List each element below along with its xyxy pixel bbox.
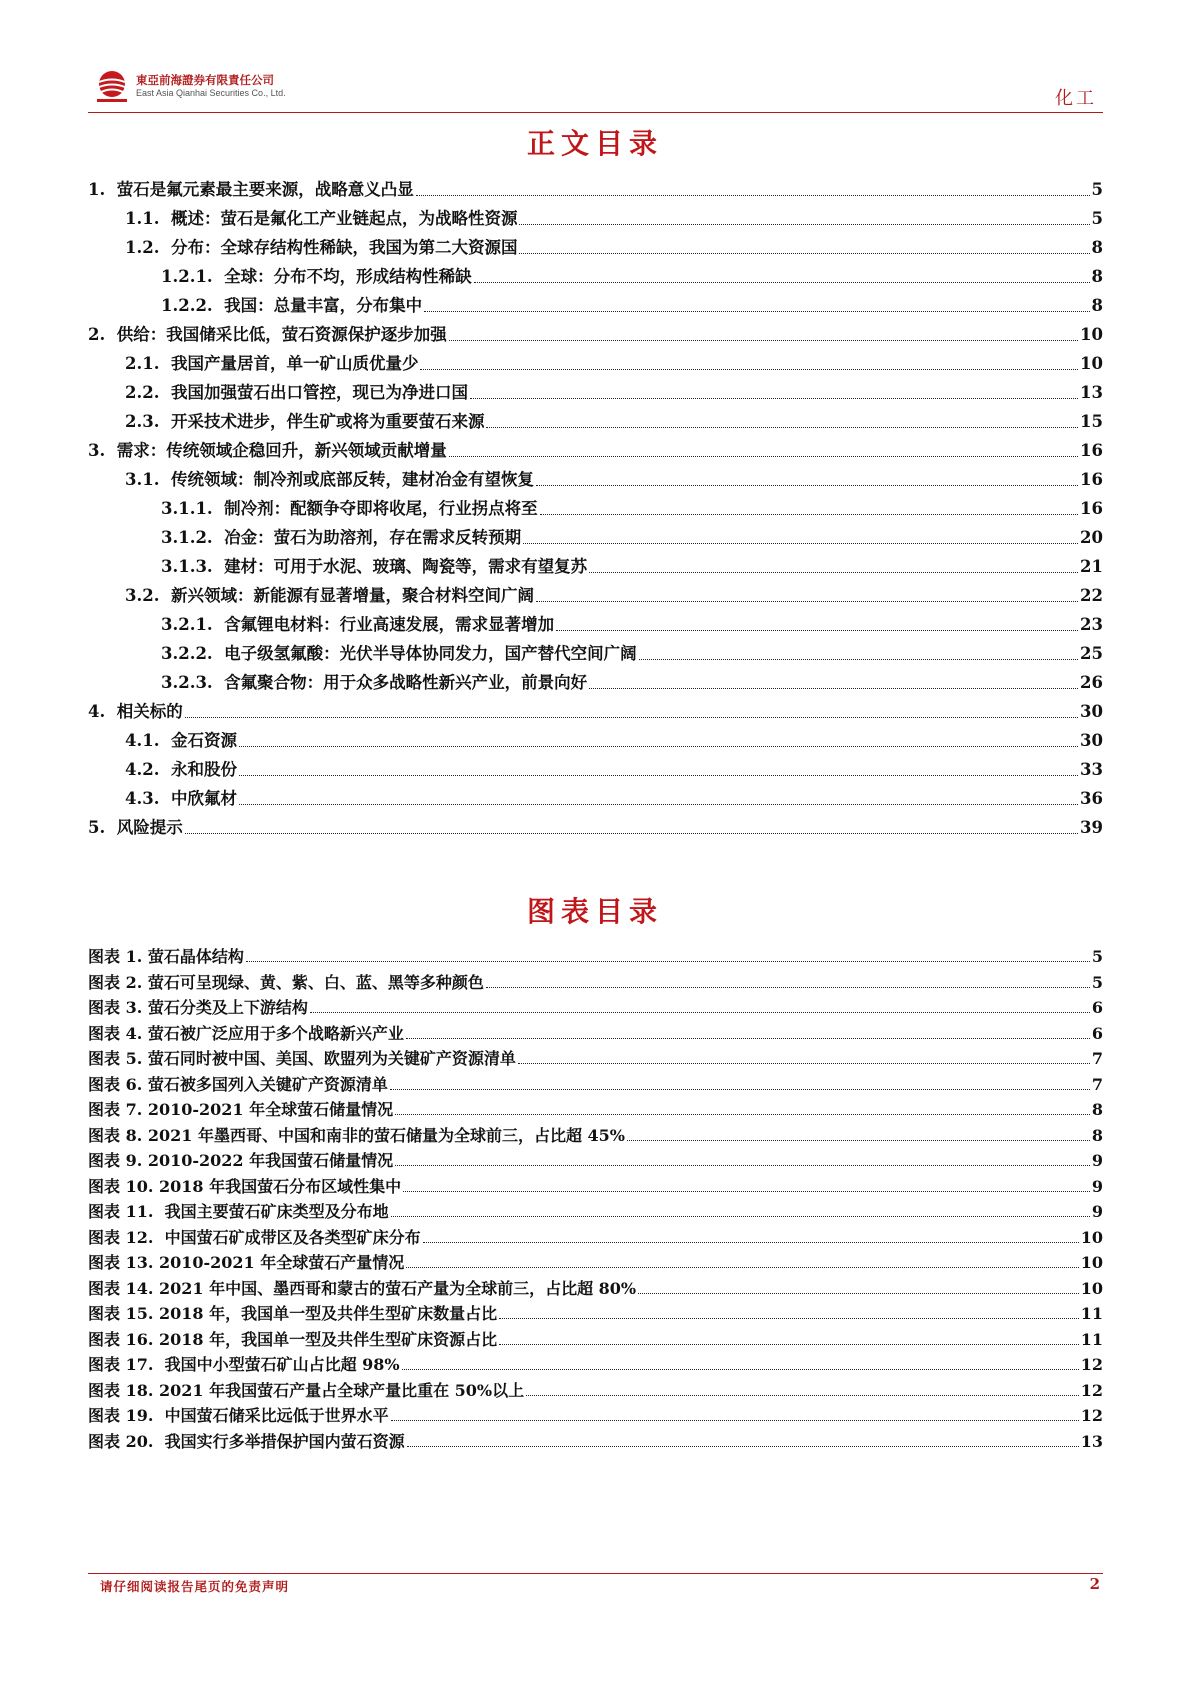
figure-entry[interactable] <box>88 1125 1103 1147</box>
figure-entry[interactable] <box>88 1252 1103 1274</box>
toc-entry-title: 冶金：萤石为助溶剂，存在需求反转预期 <box>224 528 522 547</box>
figure-entry-title: 萤石被多国列入关键矿产资源清单 <box>147 1074 388 1094</box>
dot-leader <box>519 224 1089 225</box>
figure-entry-label: 图表 20. <box>88 1431 165 1451</box>
figure-entry-label: 图表 11. <box>88 1202 165 1221</box>
disclaimer-note: 请仔细阅读报告尾页的免责声明 <box>100 1579 290 1594</box>
toc-entry-title: 需求：传统领域企稳回升，新兴领域贡献增量 <box>116 441 447 460</box>
company-name <box>136 73 286 99</box>
toc-entry[interactable] <box>88 816 1103 840</box>
toc-entry[interactable] <box>88 323 1103 347</box>
figure-entry-label: 图表 7. <box>88 1100 148 1119</box>
figure-entry-title: 2018 年，我国单一型及共伴生型矿床资源占比 <box>158 1329 498 1349</box>
figure-entry[interactable] <box>88 1303 1103 1325</box>
figure-entry-label: 图表 18. <box>88 1380 159 1400</box>
figure-entry-page: 9 <box>1091 1176 1103 1196</box>
toc-entry-page: 39 <box>1080 818 1103 837</box>
toc-entry-page: 33 <box>1080 760 1103 779</box>
toc-entry-page: 10 <box>1080 325 1103 344</box>
figure-entry-label: 图表 14. <box>88 1278 159 1298</box>
toc-entry[interactable] <box>88 178 1103 202</box>
toc-entry[interactable] <box>125 584 1103 608</box>
figure-entry[interactable] <box>88 1150 1103 1172</box>
figure-entry-label: 图表 4. <box>88 1023 148 1043</box>
toc-entry-page: 16 <box>1080 499 1103 518</box>
figure-entry-title: 2021 年中国、墨西哥和蒙古的萤石产量为全球前三，占比超 80% <box>158 1278 637 1298</box>
figure-entry-title: 萤石分类及上下游结构 <box>147 998 308 1017</box>
figure-entry-label: 图表 16. <box>88 1329 159 1349</box>
figure-entry[interactable] <box>88 1278 1103 1300</box>
dot-leader <box>556 630 1078 631</box>
dot-leader <box>449 340 1078 341</box>
toc-entry-title: 制冷剂：配额争夺即将收尾，行业拐点将至 <box>224 499 538 518</box>
figure-entry[interactable] <box>88 1329 1103 1351</box>
toc-entry-title: 金石资源 <box>170 731 237 750</box>
figure-entry-title: 我国中小型萤石矿山占比超 98% <box>164 1355 400 1374</box>
dot-leader <box>589 688 1078 689</box>
figure-entry[interactable] <box>88 1431 1103 1453</box>
figure-entry-page: 9 <box>1091 1202 1103 1221</box>
dot-leader <box>239 775 1078 776</box>
toc-entry-title: 中欣氟材 <box>170 789 237 808</box>
figure-entry-label: 图表 19. <box>88 1406 165 1425</box>
dot-leader <box>589 572 1078 573</box>
dot-leader <box>486 987 1090 988</box>
figure-entry-title: 2010-2021 年全球萤石产量情况 <box>158 1253 405 1272</box>
dot-leader <box>639 659 1078 660</box>
toc-entry-number: 3.2.3. <box>161 673 225 692</box>
figure-entry-page: 7 <box>1091 1049 1103 1068</box>
figure-entry-page: 6 <box>1091 998 1103 1017</box>
figure-entry-title: 萤石晶体结构 <box>147 947 244 966</box>
toc-entry-title: 风险提示 <box>116 818 183 837</box>
figure-entry[interactable] <box>88 1405 1103 1427</box>
toc-entry-page: 22 <box>1080 586 1103 605</box>
dot-leader <box>523 543 1078 544</box>
dot-leader <box>391 1216 1090 1217</box>
figure-entry-title: 2018 年我国萤石分布区域性集中 <box>158 1176 402 1196</box>
figure-entry-page: 11 <box>1080 1304 1103 1323</box>
toc-entry-title: 传统领域：制冷剂或底部反转，建材冶金有望恢复 <box>170 470 534 489</box>
toc-entry-page: 10 <box>1080 354 1103 373</box>
toc-entry[interactable] <box>161 613 1103 637</box>
toc-entry-title: 萤石是氟元素最主要来源，战略意义凸显 <box>116 180 414 199</box>
figure-entry-label: 图表 17. <box>88 1355 165 1374</box>
figure-entry-title: 2021 年我国萤石产量占全球产量比重在 50%以上 <box>158 1380 525 1400</box>
toc-entry-title: 我国加强萤石出口管控，现已为净进口国 <box>170 383 468 402</box>
toc-entry-page: 8 <box>1091 296 1103 315</box>
toc-entry[interactable] <box>161 642 1103 666</box>
toc-entry-number: 1. <box>88 180 117 199</box>
toc-entry[interactable] <box>161 671 1103 695</box>
figure-entry[interactable] <box>88 1048 1103 1070</box>
toc-entry[interactable] <box>125 729 1103 753</box>
toc-entry-page: 26 <box>1080 673 1103 692</box>
dot-leader <box>406 1038 1090 1039</box>
toc-entry-number: 3.1.1. <box>161 499 225 518</box>
toc-entry-title: 相关标的 <box>116 702 183 721</box>
toc-entry-page: 15 <box>1080 412 1103 431</box>
toc-entry-page: 8 <box>1091 238 1103 257</box>
page-number: 2 <box>1089 1575 1100 1593</box>
toc-entry-number: 3.2. <box>125 586 171 605</box>
dot-leader <box>246 961 1090 962</box>
dot-leader <box>449 456 1078 457</box>
toc-entry-number: 2. <box>88 325 117 344</box>
toc-entry-page: 16 <box>1080 470 1103 489</box>
figure-entry-page: 12 <box>1080 1380 1103 1400</box>
toc-entry-number: 3.1.3. <box>161 557 225 576</box>
dot-leader <box>474 282 1090 283</box>
dot-leader <box>420 369 1078 370</box>
dot-leader <box>518 1063 1090 1064</box>
dot-leader <box>536 601 1078 602</box>
figure-entry[interactable] <box>88 1227 1103 1249</box>
figure-entry[interactable] <box>88 997 1103 1019</box>
footer-divider <box>88 1573 1103 1574</box>
toc-entry-number: 3. <box>88 441 117 460</box>
toc-entry-number: 4.2. <box>125 760 171 779</box>
figure-entry-label: 图表 5. <box>88 1049 148 1068</box>
toc-title: 正文目录 <box>526 127 663 160</box>
figure-entry[interactable] <box>88 1099 1103 1121</box>
toc-entry-title: 全球：分布不均，形成结构性稀缺 <box>224 267 472 286</box>
figure-entry-title: 萤石可呈现绿、黄、紫、白、蓝、黑等多种颜色 <box>147 972 484 992</box>
figure-entry-page: 12 <box>1080 1406 1103 1425</box>
toc-entry-number: 1.2.2. <box>161 296 225 315</box>
figure-list-title: 图表目录 <box>526 895 663 928</box>
dot-leader <box>536 485 1078 486</box>
page-header <box>88 62 1103 112</box>
figure-entry-page: 10 <box>1080 1278 1103 1298</box>
dot-leader <box>470 398 1078 399</box>
figure-entry-page: 9 <box>1091 1151 1103 1170</box>
figure-entry-label: 图表 6. <box>88 1074 148 1094</box>
toc-entry-page: 36 <box>1080 789 1103 808</box>
dot-leader <box>627 1140 1090 1141</box>
toc-entry-title: 永和股份 <box>170 760 237 779</box>
figure-entry-page: 7 <box>1091 1074 1103 1094</box>
toc-entry-number: 1.1. <box>125 209 171 228</box>
toc-entry[interactable] <box>125 468 1103 492</box>
toc-entry-number: 3.2.1. <box>161 615 225 634</box>
figure-entry[interactable] <box>88 1074 1103 1096</box>
company-name-cn: 東亞前海證券有限責任公司 <box>136 73 274 87</box>
toc-entry-title: 开采技术进步，伴生矿或将为重要萤石来源 <box>170 412 485 431</box>
toc-entry-page: 23 <box>1080 615 1103 634</box>
figure-entry-title: 中国萤石储采比远低于世界水平 <box>164 1406 389 1425</box>
figure-entry[interactable] <box>88 972 1103 994</box>
figure-entry-label: 图表 12. <box>88 1227 165 1247</box>
toc-entry-title: 含氟聚合物：用于众多战略性新兴产业，前景向好 <box>224 673 588 692</box>
dot-leader <box>499 1344 1079 1345</box>
dot-leader <box>526 1395 1079 1396</box>
figure-entry[interactable] <box>88 946 1103 968</box>
figure-entry-label: 图表 3. <box>88 998 148 1017</box>
dot-leader <box>499 1318 1079 1319</box>
dot-leader <box>239 746 1078 747</box>
toc-entry-page: 13 <box>1080 383 1103 402</box>
figure-entry-page: 8 <box>1091 1125 1103 1145</box>
figure-entry-label: 图表 8. <box>88 1125 148 1145</box>
figure-entry-page: 13 <box>1080 1431 1103 1451</box>
industry-label: 化工 <box>1055 88 1097 109</box>
toc-entry-number: 4.3. <box>125 789 171 808</box>
toc-entry-title: 我国：总量丰富，分布集中 <box>224 296 423 315</box>
header-divider <box>88 112 1103 113</box>
dot-leader <box>403 1191 1090 1192</box>
dot-leader <box>407 1446 1079 1447</box>
toc-entry[interactable] <box>125 207 1103 231</box>
dot-leader <box>423 1242 1079 1243</box>
figure-entry[interactable] <box>88 1176 1103 1198</box>
dot-leader <box>406 1267 1078 1268</box>
company-logo-icon <box>94 68 130 104</box>
figure-entry-label: 图表 13. <box>88 1253 159 1272</box>
figure-entry-title: 2010-2021 年全球萤石储量情况 <box>147 1100 394 1119</box>
toc-entry-page: 5 <box>1091 180 1103 199</box>
toc-entry-number: 1.2. <box>125 238 171 257</box>
figure-entry-title: 萤石被广泛应用于多个战略新兴产业 <box>147 1023 404 1043</box>
toc-entry-title: 我国产量居首，单一矿山质优量少 <box>170 354 419 373</box>
toc-entry[interactable] <box>88 700 1103 724</box>
toc-entry-number: 1.2.1. <box>161 267 225 286</box>
figure-entry-label: 图表 10. <box>88 1176 159 1196</box>
figure-entry[interactable] <box>88 1201 1103 1223</box>
toc-entry[interactable] <box>125 787 1103 811</box>
figure-entry-title: 我国主要萤石矿床类型及分布地 <box>164 1202 389 1221</box>
figure-entry-label: 图表 15. <box>88 1304 159 1323</box>
toc-entry[interactable] <box>88 439 1103 463</box>
toc-entry-page: 30 <box>1080 702 1103 721</box>
dot-leader <box>185 717 1078 718</box>
toc-entry-number: 4.1. <box>125 731 171 750</box>
figure-entry-page: 6 <box>1091 1023 1103 1043</box>
figure-entry-page: 12 <box>1080 1355 1103 1374</box>
toc-entry[interactable] <box>161 555 1103 579</box>
toc-entry-number: 5. <box>88 818 117 837</box>
figure-entry-label: 图表 2. <box>88 972 148 992</box>
toc-entry-page: 25 <box>1080 644 1103 663</box>
dot-leader <box>391 1420 1079 1421</box>
figure-entry-title: 萤石同时被中国、美国、欧盟列为关键矿产资源清单 <box>147 1049 516 1068</box>
figure-entry-label: 图表 1. <box>88 947 148 966</box>
toc-entry-title: 电子级氢氟酸：光伏半导体协同发力，国产替代空间广阔 <box>224 644 637 663</box>
figure-entry-page: 5 <box>1091 947 1103 966</box>
dot-leader <box>239 804 1078 805</box>
toc-entry-page: 16 <box>1080 441 1103 460</box>
toc-entry[interactable] <box>161 294 1103 318</box>
figure-entry-page: 5 <box>1091 972 1103 992</box>
figure-entry-title: 中国萤石矿成带区及各类型矿床分布 <box>164 1227 421 1247</box>
toc-entry-title: 供给：我国储采比低，萤石资源保护逐步加强 <box>116 325 447 344</box>
dot-leader <box>519 253 1089 254</box>
figure-entry-page: 10 <box>1080 1227 1103 1247</box>
figure-entry-title: 2010-2022 年我国萤石储量情况 <box>147 1151 394 1170</box>
figure-entry-page: 11 <box>1080 1329 1103 1349</box>
dot-leader <box>402 1369 1079 1370</box>
toc-entry[interactable] <box>125 410 1103 434</box>
figure-entry-page: 8 <box>1091 1100 1103 1119</box>
dot-leader <box>638 1293 1079 1294</box>
figure-entry[interactable] <box>88 1354 1103 1376</box>
figure-entry[interactable] <box>88 1380 1103 1402</box>
dot-leader <box>486 427 1078 428</box>
toc-entry-title: 分布：全球存结构性稀缺，我国为第二大资源国 <box>170 238 518 257</box>
toc-entry-number: 2.3. <box>125 412 171 431</box>
toc-entry[interactable] <box>161 265 1103 289</box>
figure-entry[interactable] <box>88 1023 1103 1045</box>
toc-entry-title: 概述：萤石是氟化工产业链起点，为战略性资源 <box>170 209 518 228</box>
toc-entry-title: 建材：可用于水泥、玻璃、陶瓷等，需求有望复苏 <box>224 557 588 576</box>
dot-leader <box>395 1114 1090 1115</box>
toc-entry-number: 4. <box>88 702 117 721</box>
figure-entry-title: 2018 年，我国单一型及共伴生型矿床数量占比 <box>158 1304 498 1323</box>
dot-leader <box>540 514 1078 515</box>
toc-entry-page: 5 <box>1091 209 1103 228</box>
toc-entry-number: 2.2. <box>125 383 171 402</box>
toc-entry-number: 3.1. <box>125 470 171 489</box>
figure-entry-label: 图表 9. <box>88 1151 148 1170</box>
toc-entry[interactable] <box>161 497 1103 521</box>
toc-entry-title: 含氟锂电材料：行业高速发展，需求显著增加 <box>224 615 555 634</box>
company-name-en: East Asia Qianhai Securities Co., Ltd. <box>136 88 286 98</box>
dot-leader <box>424 311 1089 312</box>
dot-leader <box>390 1089 1090 1090</box>
toc-entry[interactable] <box>125 236 1103 260</box>
toc-entry-number: 2.1. <box>125 354 171 373</box>
figure-entry-title: 2021 年墨西哥、中国和南非的萤石储量为全球前三，占比超 45% <box>147 1125 626 1145</box>
toc-entry-page: 8 <box>1091 267 1103 286</box>
toc-entry-number: 3.2.2. <box>161 644 225 663</box>
toc-entry-number: 3.1.2. <box>161 528 225 547</box>
figure-entry-title: 我国实行多举措保护国内萤石资源 <box>164 1431 405 1451</box>
toc-entry[interactable] <box>125 352 1103 376</box>
figure-entry-page: 10 <box>1080 1253 1103 1272</box>
dot-leader <box>310 1012 1090 1013</box>
toc-entry[interactable] <box>125 758 1103 782</box>
dot-leader <box>416 195 1090 196</box>
toc-entry-page: 30 <box>1080 731 1103 750</box>
toc-entry-page: 21 <box>1080 557 1103 576</box>
toc-entry[interactable] <box>125 381 1103 405</box>
toc-entry-title: 新兴领域：新能源有显著增量，聚合材料空间广阔 <box>170 586 534 605</box>
toc-entry-page: 20 <box>1080 528 1103 547</box>
toc-entry[interactable] <box>161 526 1103 550</box>
dot-leader <box>185 833 1078 834</box>
dot-leader <box>395 1165 1090 1166</box>
